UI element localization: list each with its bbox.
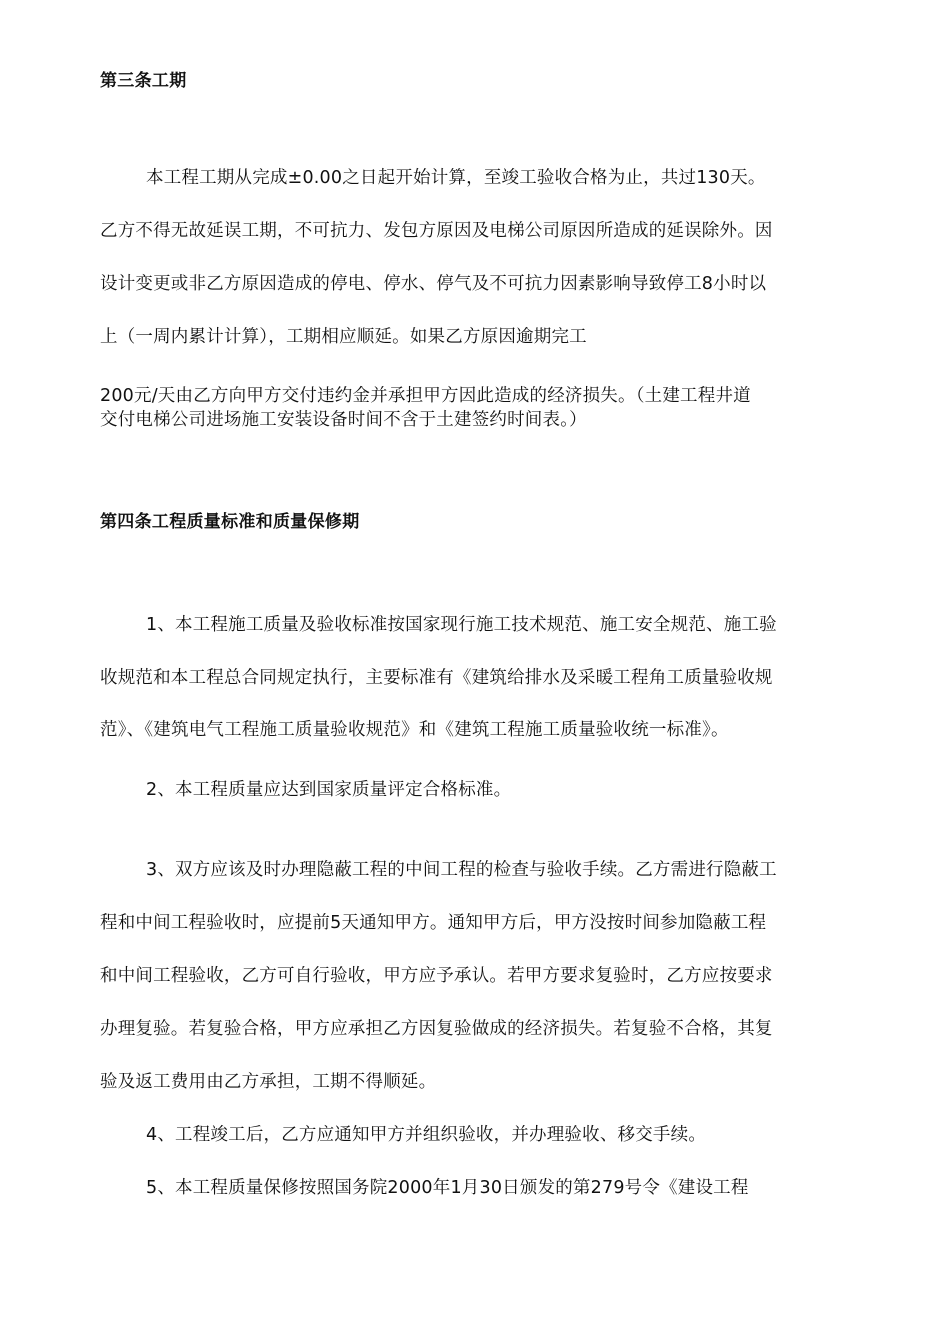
section-4-line-3: 范》、《建筑电气工程施工质量验收规范》和《建筑工程施工质量验收统一标准》。 xyxy=(100,720,729,740)
section-4-line-7: 和中间工程验收，乙方可自行验收，甲方应予承认。若甲方要求复验时，乙方应按要求 xyxy=(100,966,773,986)
section-3-line-3: 设计变更或非乙方原因造成的停电、停水、停气及不可抗力因素影响导致停工8小时以 xyxy=(100,274,767,294)
section-3-line-4: 上（一周内累计计算），工期相应顺延。如果乙方原因逾期完工 xyxy=(100,327,587,347)
section-3-line-2: 乙方不得无故延误工期，不可抗力、发包方原因及电梯公司原因所造成的延误除外。因 xyxy=(100,221,773,241)
section-3-line-5: 200元/天由乙方向甲方交付违约金并承担甲方因此造成的经济损失。（土建工程井道 xyxy=(100,386,751,406)
section-4-line-6: 程和中间工程验收时，应提前5天通知甲方。通知甲方后，甲方没按时间参加隐蔽工程 xyxy=(100,913,767,933)
section-3-line-1: 本工程工期从完成±0.00之日起开始计算，至竣工验收合格为止，共过130天。 xyxy=(146,168,766,188)
section-4-line-9: 验及返工费用由乙方承担，工期不得顺延。 xyxy=(100,1072,437,1092)
section-3-heading: 第三条工期 xyxy=(100,71,187,91)
section-4-line-2: 收规范和本工程总合同规定执行，主要标准有《建筑给排水及采暖工程角工质量验收规 xyxy=(100,668,773,688)
section-3-line-6: 交付电梯公司进场施工安装设备时间不含于土建签约时间表。） xyxy=(100,410,587,430)
section-4-heading: 第四条工程质量标准和质量保修期 xyxy=(100,512,360,532)
section-4-line-5: 3、双方应该及时办理隐蔽工程的中间工程的检查与验收手续。乙方需进行隐蔽工 xyxy=(146,860,777,880)
section-4-line-8: 办理复验。若复验合格，甲方应承担乙方因复验做成的经济损失。若复验不合格，其复 xyxy=(100,1019,773,1039)
section-4-line-11: 5、本工程质量保修按照国务院2000年1月30日颁发的第279号令《建设工程 xyxy=(146,1178,749,1198)
section-4-line-1: 1、本工程施工质量及验收标准按国家现行施工技术规范、施工安全规范、施工验 xyxy=(146,615,777,635)
section-4-line-10: 4、工程竣工后，乙方应通知甲方并组织验收，并办理验收、移交手续。 xyxy=(146,1125,707,1145)
section-4-line-4: 2、本工程质量应达到国家质量评定合格标准。 xyxy=(146,780,512,800)
